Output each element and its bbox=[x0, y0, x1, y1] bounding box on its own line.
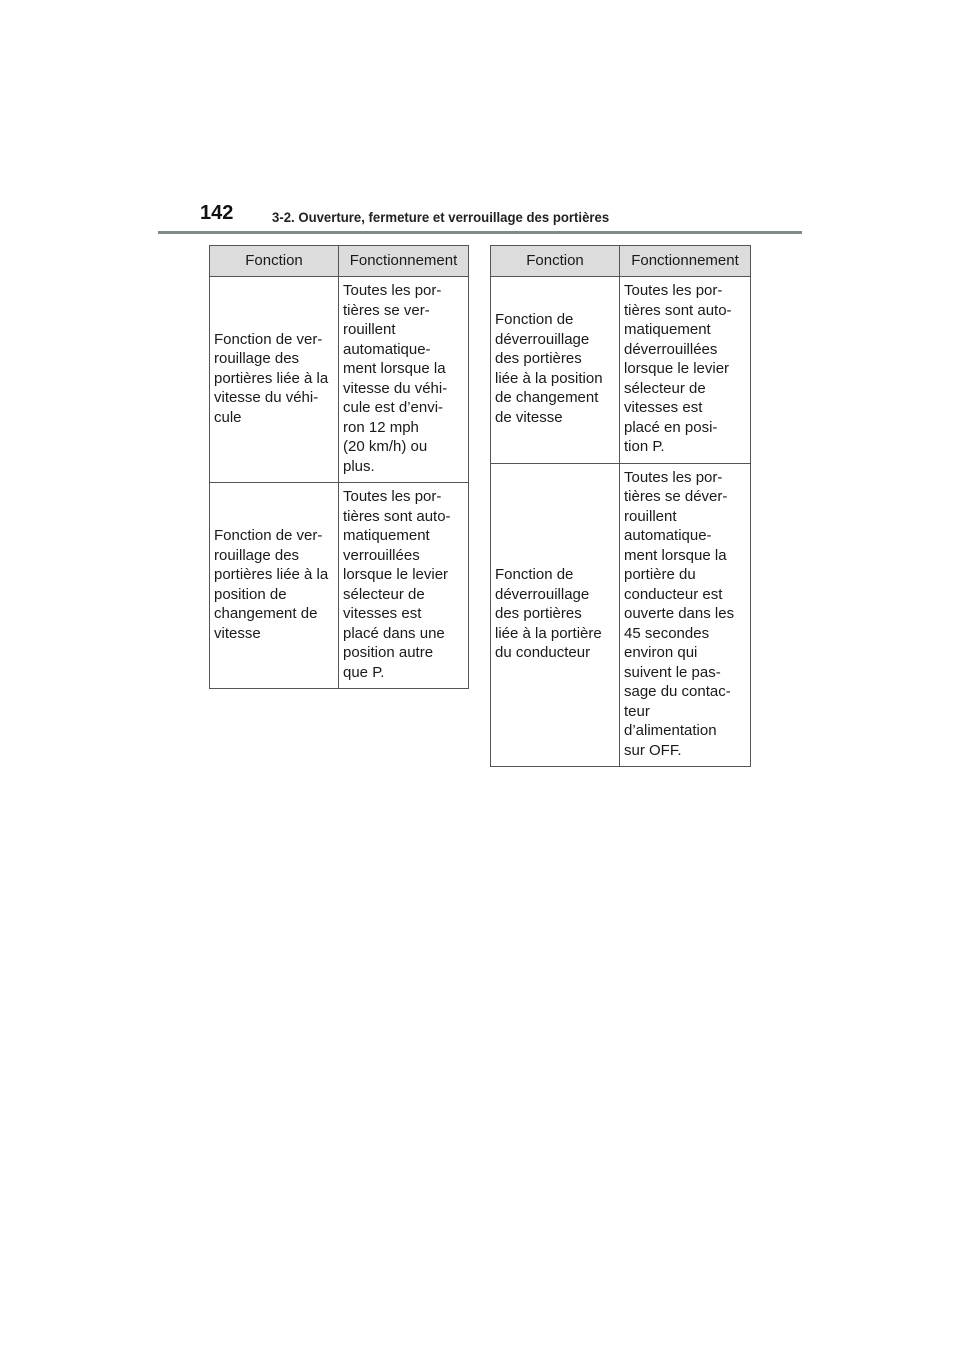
table-row bbox=[210, 277, 469, 483]
table-row bbox=[210, 483, 469, 689]
column-header-operation: Fonctionnement bbox=[620, 246, 751, 277]
column-header-function: Fonction bbox=[491, 246, 620, 277]
operation-cell: Toutes les por- tières sont auto- matiquement déverrouillées lorsque le levier sélecteur de vitesses est placé en posi- tion P. bbox=[620, 277, 751, 464]
column-header-function: Fonction bbox=[210, 246, 339, 277]
operation-cell: Toutes les por- tières se ver- rouillent automatique- ment lorsque la vitesse du véhi- cule est d’envi- ron 12 mph (20 km/h) ou plus. bbox=[339, 277, 469, 483]
section-title: 3-2. Ouverture, fermeture et verrouillage des portières bbox=[272, 209, 610, 225]
table-header-row bbox=[210, 246, 469, 277]
function-table-right bbox=[490, 245, 751, 767]
function-cell: Fonction de ver- rouillage des portières liée à la position de changement de vitesse bbox=[210, 483, 339, 689]
function-cell: Fonction de déverrouillage des portières liée à la portière du conducteur bbox=[491, 463, 620, 767]
table-row bbox=[491, 463, 751, 767]
operation-cell: Toutes les por- tières se déver- rouillent automatique- ment lorsque la portière du conducteur est ouverte dans les 45 secondes environ qui suivent le pas- sage du contac- teur d’alimentation sur OFF. bbox=[620, 463, 751, 767]
page-number: 142 bbox=[200, 202, 234, 224]
operation-cell: Toutes les por- tières sont auto- matiquement verrouillées lorsque le levier sélecteur de vitesses est placé dans une position autre que P. bbox=[339, 483, 469, 689]
function-cell: Fonction de déverrouillage des portières liée à la position de changement de vitesse bbox=[491, 277, 620, 464]
table-row bbox=[491, 277, 751, 464]
table-header-row bbox=[491, 246, 751, 277]
page-header bbox=[158, 200, 802, 236]
header-divider bbox=[158, 231, 802, 234]
function-cell: Fonction de ver- rouillage des portières liée à la vitesse du véhi- cule bbox=[210, 277, 339, 483]
column-header-operation: Fonctionnement bbox=[339, 246, 469, 277]
function-table-left bbox=[209, 245, 469, 689]
